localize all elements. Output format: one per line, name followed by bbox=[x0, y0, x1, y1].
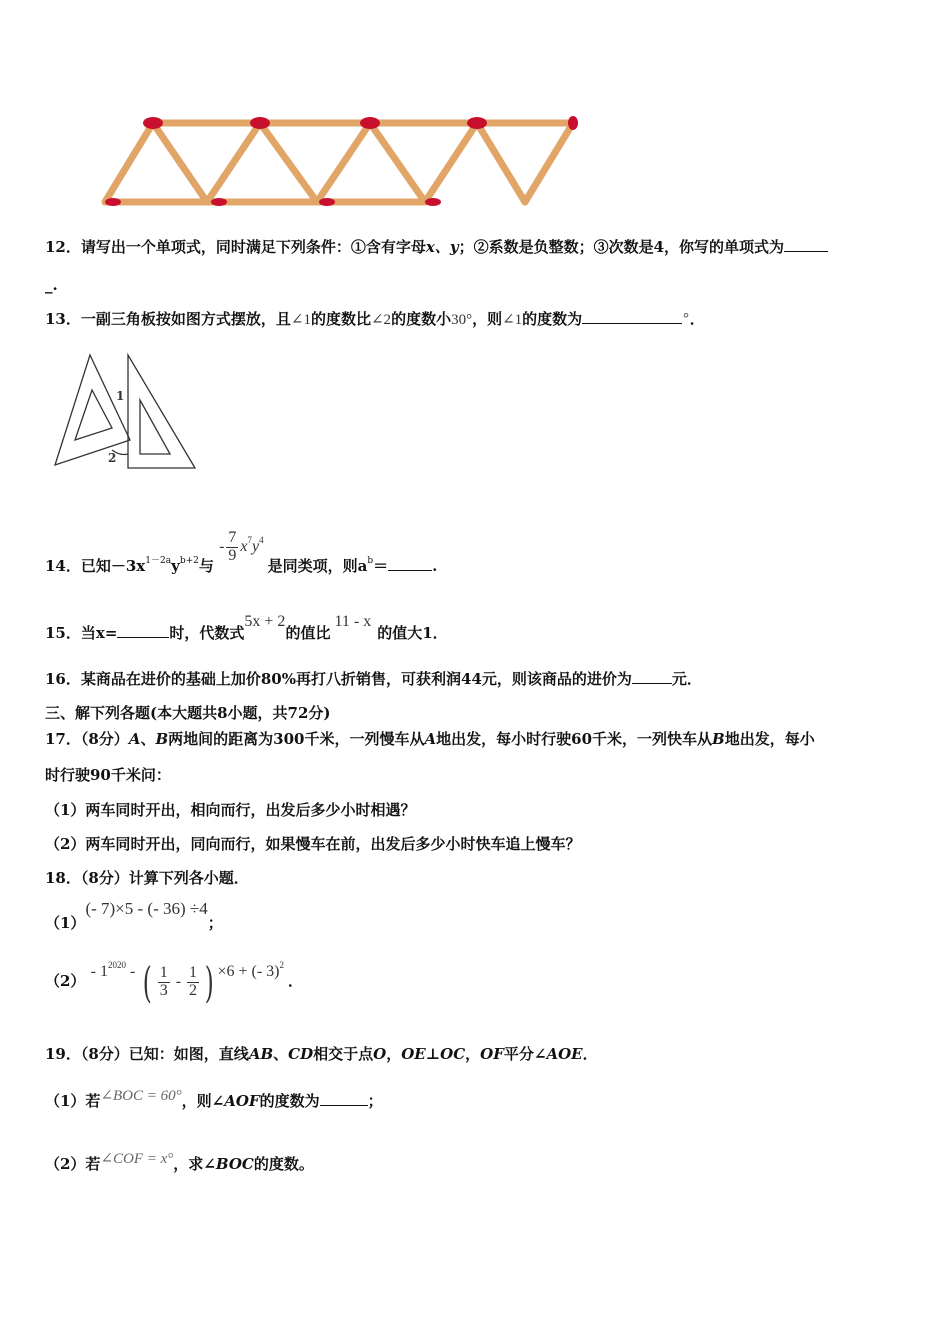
set-squares-figure bbox=[50, 350, 200, 472]
q12-text2: ；②系数是负整数；③次数是4，你写的单项式为 bbox=[458, 238, 785, 256]
q19-p1-mid: ，则∠ bbox=[181, 1092, 225, 1110]
label-1: 1 bbox=[116, 389, 125, 403]
q19-d: ， bbox=[465, 1045, 481, 1063]
question-12 bbox=[45, 236, 828, 257]
f1-den: 3 bbox=[159, 982, 168, 999]
q14-eq: ＝ bbox=[373, 556, 389, 575]
match-head bbox=[211, 198, 227, 206]
label-2: 2 bbox=[108, 451, 117, 465]
q19-O: O bbox=[373, 1045, 387, 1063]
q12-vars: x、y bbox=[425, 238, 459, 256]
question-16 bbox=[45, 668, 702, 689]
q19-p2-BOC: BOC bbox=[215, 1155, 254, 1173]
q17-B: B bbox=[155, 730, 169, 748]
q18-p1-label: （1） bbox=[45, 914, 86, 932]
q19-p2-label: （2）若 bbox=[45, 1155, 101, 1173]
triangle-inner-1 bbox=[75, 390, 112, 440]
question-18-part2 bbox=[45, 958, 303, 1007]
fraction-7-9 bbox=[226, 530, 238, 565]
question-18-part1 bbox=[45, 898, 223, 932]
match-head bbox=[105, 198, 121, 206]
match-head bbox=[425, 198, 441, 206]
match-head bbox=[143, 117, 163, 129]
q15-mid2: 的值比 bbox=[285, 624, 331, 642]
question-19-part1 bbox=[45, 1084, 383, 1110]
match-head bbox=[568, 116, 578, 130]
angle-1b: ∠1 bbox=[502, 312, 523, 328]
matchstick bbox=[477, 123, 525, 202]
q14-exp2: b+2 bbox=[179, 555, 199, 566]
q16-text: 16．某商品在进价的基础上加价80%再打八折销售，可获利润44元，则该商品的进价为 bbox=[45, 670, 632, 688]
triangle-inner-2 bbox=[140, 400, 170, 454]
answer-blank[interactable] bbox=[784, 250, 828, 252]
match-head bbox=[319, 198, 335, 206]
right-paren: ) bbox=[204, 958, 214, 1007]
q19-CD: CD bbox=[288, 1045, 314, 1063]
fraction-1-3 bbox=[158, 965, 170, 1000]
q14-x: x bbox=[240, 537, 248, 555]
q19-p2-mid: ，求∠ bbox=[173, 1155, 216, 1173]
q19-p1-label: （1）若 bbox=[45, 1092, 101, 1110]
q12-text: 12．请写出一个单项式，同时满足下列条件：①含有字母 bbox=[45, 238, 426, 256]
q18-p2-a: - 1 bbox=[90, 963, 108, 981]
q19-a: 19．（8分）已知：如图，直线 bbox=[45, 1045, 249, 1063]
q18-p2-expression bbox=[90, 958, 288, 1007]
answer-blank[interactable] bbox=[320, 1104, 368, 1106]
degree-unit: ° bbox=[682, 310, 690, 328]
triangle-outer-2 bbox=[128, 355, 195, 468]
q19-c: ， bbox=[386, 1045, 402, 1063]
q18-p2-exp2: 2 bbox=[279, 960, 284, 971]
answer-blank[interactable] bbox=[582, 322, 682, 324]
q14-y2: y bbox=[252, 537, 260, 555]
q18-p2-c: ×6 + (- 3) bbox=[217, 963, 280, 981]
question-14 bbox=[45, 529, 438, 575]
match-head bbox=[250, 117, 270, 129]
q17-A2: A bbox=[424, 730, 437, 748]
q18-p2-end: ． bbox=[287, 972, 303, 991]
matchstick bbox=[105, 123, 153, 202]
match-head bbox=[467, 117, 487, 129]
q13-mid2: 的度数小 bbox=[391, 310, 452, 328]
f1-num: 1 bbox=[159, 964, 168, 982]
q14-yexp: 4 bbox=[259, 534, 264, 545]
q14-den: 9 bbox=[228, 546, 237, 564]
q14-bexp: b bbox=[367, 555, 374, 566]
q17-line1b: 两地间的距离为300千米，一列慢车从 bbox=[168, 730, 425, 748]
triangle-outer-1 bbox=[55, 355, 130, 465]
q18-p1-expr: (- 7)×5 - (- 36) ÷4 bbox=[85, 899, 208, 918]
q15-text: 15．当x= bbox=[45, 624, 118, 642]
question-15 bbox=[45, 610, 448, 642]
question-17-part2: （2）两车同时开出，同向而行，如果慢车在前，出发后多少小时快车追上慢车？ bbox=[45, 835, 581, 853]
q14-y: y bbox=[171, 556, 180, 575]
q19-p1-cond: ∠BOC = 60° bbox=[100, 1088, 182, 1104]
perp-symbol: ⊥ bbox=[425, 1045, 441, 1063]
q14-exp1: 1－2a bbox=[145, 555, 172, 566]
q18-p2-b: - bbox=[126, 963, 140, 981]
q17-line1c: 地出发，每小时行驶60千米，一列快车从 bbox=[436, 730, 713, 748]
q19-OE: OE bbox=[401, 1045, 426, 1063]
answer-blank[interactable] bbox=[388, 569, 432, 571]
question-17-part1: （1）两车同时开出，相向而行，出发后多少小时相遇？ bbox=[45, 801, 416, 819]
q19-AOE: AOE bbox=[546, 1045, 583, 1063]
q14-period: . bbox=[432, 556, 438, 575]
q15-expr1: 5x + 2 bbox=[244, 613, 286, 630]
q19-p1-end: 的度数为 bbox=[259, 1092, 320, 1110]
q14-expression bbox=[219, 529, 268, 564]
q19-b: 相交于点 bbox=[313, 1045, 374, 1063]
fraction-1-2 bbox=[187, 965, 199, 1000]
matchstick bbox=[425, 123, 477, 202]
q15-end: 的值大1． bbox=[377, 624, 448, 642]
q19-sep: 、 bbox=[273, 1045, 289, 1063]
q19-f: ． bbox=[582, 1045, 598, 1063]
q19-e: 平分∠ bbox=[503, 1045, 547, 1063]
q19-p2-cond: ∠COF = x° bbox=[100, 1151, 174, 1167]
answer-blank[interactable] bbox=[632, 682, 672, 684]
left-paren: ( bbox=[143, 958, 153, 1007]
q17-B2: B bbox=[712, 730, 725, 748]
q14-mid: 是同类项，则a bbox=[267, 556, 368, 575]
q13-end: 的度数为 bbox=[522, 310, 583, 328]
q15-mid: 时，代数式 bbox=[169, 624, 245, 642]
q14-with: 与 bbox=[198, 556, 214, 575]
q17-sep: 、 bbox=[140, 730, 156, 748]
matchstick bbox=[260, 123, 317, 202]
q14-num: 7 bbox=[228, 529, 237, 546]
q17-line1a: 17．（8分） bbox=[45, 730, 129, 748]
q17-A: A bbox=[128, 730, 141, 748]
q13-period: ． bbox=[689, 310, 705, 328]
q15-expr2: 11 - x bbox=[334, 613, 372, 630]
angle-1: ∠1 bbox=[290, 312, 311, 328]
question-18: 18．（8分）计算下列各小题． bbox=[45, 869, 249, 887]
q19-OF: OF bbox=[480, 1045, 504, 1063]
q18-p1-end: ； bbox=[207, 914, 223, 932]
question-12-tail bbox=[45, 276, 58, 294]
q12-tail: _ bbox=[45, 276, 53, 294]
matchstick bbox=[370, 123, 425, 202]
f2-num: 1 bbox=[189, 964, 198, 982]
q14-text: 14．已知－3x bbox=[45, 556, 146, 575]
question-19 bbox=[45, 1043, 598, 1064]
q14-neg: - bbox=[219, 537, 225, 555]
angle-2: ∠2 bbox=[370, 312, 392, 328]
q16-end: 元． bbox=[671, 670, 702, 688]
q19-p2-end: 的度数。 bbox=[253, 1155, 314, 1173]
q18-p2-exp: 2020 bbox=[108, 960, 126, 971]
q13-mid1: 的度数比 bbox=[310, 310, 371, 328]
match-head bbox=[360, 117, 380, 129]
q13-mid3: ，则 bbox=[472, 310, 503, 328]
matchstick bbox=[317, 123, 370, 202]
q12-period: . bbox=[52, 276, 58, 294]
q19-OC: OC bbox=[440, 1045, 466, 1063]
q14-xexp: 7 bbox=[247, 534, 253, 545]
deg-30: 30° bbox=[451, 312, 473, 328]
q13-text: 13．一副三角板按如图方式摆放，且 bbox=[45, 310, 291, 328]
matchstick bbox=[525, 123, 573, 202]
q19-p1-AOF: AOF bbox=[224, 1092, 260, 1110]
matchstick bbox=[207, 123, 260, 202]
question-13 bbox=[45, 308, 705, 329]
q18-minus: - bbox=[171, 973, 186, 991]
question-19-part2 bbox=[45, 1147, 314, 1173]
answer-blank[interactable] bbox=[117, 636, 169, 638]
matchstick bbox=[153, 123, 207, 202]
q17-line1d: 地出发，每小 bbox=[724, 730, 815, 748]
f2-den: 2 bbox=[189, 982, 198, 999]
section-3-heading: 三、解下列各题(本大题共8小题，共72分) bbox=[45, 704, 331, 722]
question-17 bbox=[45, 728, 815, 749]
q18-p2-label: （2） bbox=[45, 972, 86, 991]
q19-AB: AB bbox=[248, 1045, 274, 1063]
question-17-line2: 时行驶90千米问： bbox=[45, 766, 171, 784]
matchstick-triangles-figure bbox=[95, 105, 590, 215]
q19-p1-semi: ； bbox=[367, 1092, 383, 1110]
